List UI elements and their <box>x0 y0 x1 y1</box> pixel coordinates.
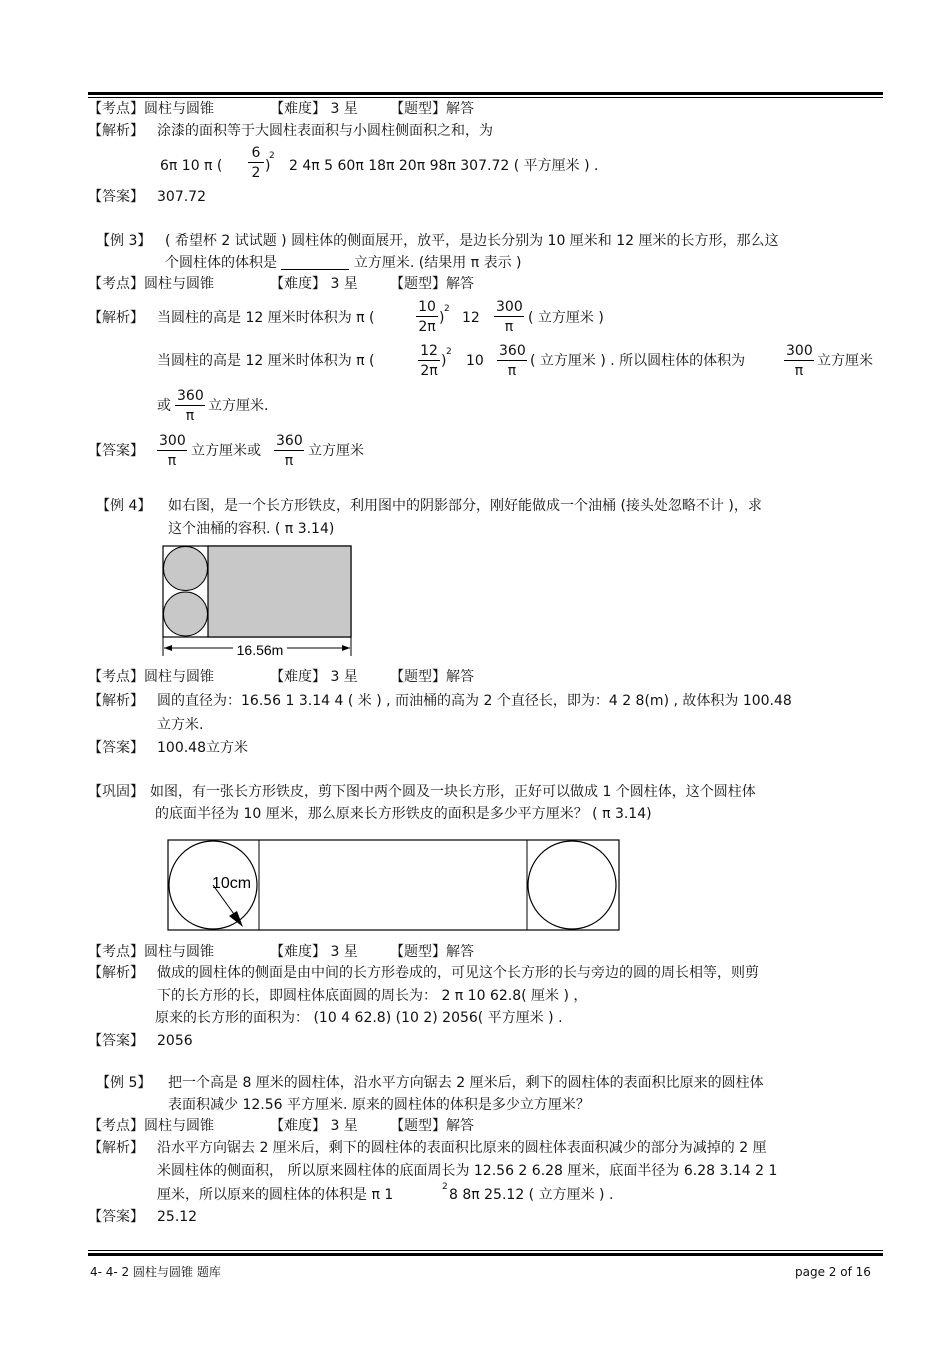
answer-value: 立方厘米 <box>308 443 364 459</box>
meta-kaodian: 【考点】圆柱与圆锥 <box>88 1118 214 1134</box>
fraction-num: 10 <box>416 300 438 317</box>
meta-kaodian: 【考点】圆柱与圆锥 <box>88 101 214 117</box>
arrow-right-icon <box>342 645 350 651</box>
shaded-circle-top <box>164 547 208 591</box>
fraction-num: 300 <box>786 343 813 359</box>
fraction <box>274 434 304 468</box>
fraction-num: 360 <box>276 433 303 449</box>
fraction <box>175 389 205 423</box>
shaded-rect <box>208 546 351 637</box>
analysis-text: 8 8π 25.12 ( 立方厘米 ) . <box>449 1187 614 1203</box>
meta-difficulty: 【难度】 3 星 <box>270 944 358 960</box>
fraction-den: π <box>284 453 294 469</box>
analysis-text: 或 <box>157 398 171 414</box>
example-label: 【巩固】 <box>88 784 144 800</box>
analysis-text: 下的长方形的长，即圆柱体底面圆的周长为： 2 π 10 62.8( 厘米 ) ， <box>157 988 588 1004</box>
example-line <box>165 256 522 270</box>
example-label: 【例 3】 <box>96 233 152 249</box>
meta-kaodian: 【考点】圆柱与圆锥 <box>88 276 214 292</box>
analysis-text: 12 <box>462 310 480 326</box>
fraction <box>497 344 527 378</box>
example-line: ( 希望杯 2 试试题 ) 圆柱体的侧面展开，放平，是边长分别为 10 厘米和 12 厘米的长方形，那么这 <box>165 233 779 249</box>
paren-close: ) <box>265 158 271 174</box>
analysis-text: 立方厘米. <box>208 398 269 414</box>
fraction-den: π <box>185 408 195 424</box>
footer-rule-thin <box>88 1250 883 1251</box>
analysis-text: 厘米，所以原来的圆柱体的体积是 π 1 <box>157 1187 394 1203</box>
fraction <box>784 344 814 378</box>
fraction <box>416 300 438 334</box>
answer-value: 立方厘米或 <box>191 443 261 459</box>
analysis-text: 涂漆的面积等于大圆柱表面积与小圆柱侧面积之和，为 <box>157 123 493 139</box>
fraction-den: π <box>794 363 804 379</box>
page-number: page 2 of 16 <box>795 1265 871 1279</box>
answer-label: 【答案】 <box>88 740 144 756</box>
exponent: 2 <box>446 347 452 357</box>
answer-blank <box>281 257 349 270</box>
analysis-label: 【解析】 <box>88 1140 144 1156</box>
analysis-text: 立方厘米 <box>817 353 873 369</box>
ex4-figure <box>160 544 360 660</box>
meta-difficulty: 【难度】 3 星 <box>270 276 358 292</box>
meta-type: 【题型】解答 <box>390 276 474 292</box>
analysis-text: 圆的直径为：16.56 1 3.14 4 ( 米 ) , 而油桶的高为 2 个直径长，即为：4 2 8(m) , 故体积为 100.48 <box>157 693 792 709</box>
analysis-label: 【解析】 <box>88 693 144 709</box>
meta-kaodian: 【考点】圆柱与圆锥 <box>88 669 214 685</box>
answer-value: 2056 <box>157 1033 193 1049</box>
footer-rule-thick <box>88 1253 883 1256</box>
paren-close: ) <box>439 310 445 326</box>
analysis-text: ( 立方厘米 ) . 所以圆柱体的体积为 <box>530 353 746 369</box>
fraction-den: π <box>167 453 177 469</box>
meta-type: 【题型】解答 <box>390 1118 474 1134</box>
analysis-text: ( 立方厘米 ) <box>528 310 604 326</box>
analysis-text: 米圆柱体的侧面积， 所以原来圆柱体的底面周长为 12.56 2 6.28 厘米，底面半径为 6.28 3.14 2 1 <box>157 1163 778 1179</box>
example-label: 【例 4】 <box>96 498 152 514</box>
fraction-den: 2 <box>251 165 261 181</box>
answer-label: 【答案】 <box>88 1033 144 1049</box>
radius-label: 10cm <box>212 875 252 892</box>
fraction-num: 6 <box>248 146 264 163</box>
exponent: 2 <box>442 1182 448 1192</box>
analysis-text: 当圆柱的高是 12 厘米时体积为 π ( <box>157 353 375 369</box>
meta-difficulty: 【难度】 3 星 <box>270 669 358 685</box>
fraction <box>157 434 187 468</box>
formula-pre: 6π 10 π ( <box>160 158 223 174</box>
meta-type: 【题型】解答 <box>390 101 474 117</box>
top-rule-thick <box>88 92 883 95</box>
fraction-den: π <box>504 319 514 335</box>
example-line: 这个油桶的容积. ( π 3.14) <box>168 521 335 537</box>
answer-value: 307.72 <box>157 189 206 205</box>
fraction <box>494 300 524 334</box>
analysis-text: 原来的长方形的面积为： (10 4 62.8) (10 2) 2056( 平方厘米 ) . <box>155 1010 563 1026</box>
example-line: 的底面半径为 10 厘米，那么原来长方形铁皮的面积是多少平方厘米？ ( π 3.14) <box>155 806 652 822</box>
example-line: 如右图，是一个长方形铁皮，利用图中的阴影部分，刚好能做成一个油桶 (接头处忽略不计 )，求 <box>168 498 762 514</box>
analysis-label: 【解析】 <box>88 965 144 981</box>
answer-label: 【答案】 <box>88 1209 144 1225</box>
shaded-circle-bottom <box>164 592 208 636</box>
analysis-text: 当圆柱的高是 12 厘米时体积为 π ( <box>157 310 375 326</box>
example-line: 表面积减少 12.56 平方厘米. 原来的圆柱体的体积是多少立方厘米？ <box>168 1097 590 1113</box>
example-text: 个圆柱体的体积是 <box>165 255 277 271</box>
fraction-num: 300 <box>496 299 523 315</box>
fraction <box>248 146 264 180</box>
example-label: 【例 5】 <box>96 1075 152 1091</box>
footer-title: 4- 4- 2 圆柱与圆锥 题库 <box>90 1265 221 1279</box>
top-rule-thin <box>88 97 883 98</box>
formula-post: 2 4π 5 60π 18π 20π 98π 307.72 ( 平方厘米 ) . <box>289 158 599 174</box>
example-line: 把一个高是 8 厘米的圆柱体，沿水平方向锯去 2 厘米后，剩下的圆柱体的表面积比原来的圆柱体 <box>168 1075 764 1091</box>
fraction-num: 360 <box>177 388 204 404</box>
analysis-text: 立方米. <box>157 717 204 733</box>
meta-kaodian: 【考点】圆柱与圆锥 <box>88 944 214 960</box>
fraction-den: 2π <box>420 363 438 379</box>
answer-value: 25.12 <box>157 1209 198 1225</box>
analysis-label: 【解析】 <box>88 123 144 139</box>
exponent: 2 <box>444 304 450 314</box>
fraction <box>418 344 440 378</box>
analysis-text: 做成的圆柱体的侧面是由中间的长方形卷成的，可见这个长方形的长与旁边的圆的周长相等，则剪 <box>157 965 759 981</box>
fraction-den: π <box>507 363 517 379</box>
meta-difficulty: 【难度】 3 星 <box>270 1118 358 1134</box>
fraction-num: 300 <box>159 433 186 449</box>
answer-label: 【答案】 <box>88 443 144 459</box>
gg-figure <box>164 836 624 934</box>
answer-label: 【答案】 <box>88 189 144 205</box>
example-line: 如图，有一张长方形铁皮，剪下图中两个圆及一块长方形，正好可以做成 1 个圆柱体，这个圆柱体 <box>150 784 756 800</box>
meta-type: 【题型】解答 <box>390 944 474 960</box>
fraction-num: 360 <box>499 343 526 359</box>
dimension-label: 16.56m <box>236 642 284 658</box>
fraction-den: 2π <box>418 319 436 335</box>
answer-value: 100.48立方米 <box>157 740 248 756</box>
analysis-text: 沿水平方向锯去 2 厘米后，剩下的圆柱体的表面积比原来的圆柱体表面积减少的部分为减掉的 2 厘 <box>157 1140 767 1156</box>
analysis-text: 10 <box>466 353 484 369</box>
meta-type: 【题型】解答 <box>390 669 474 685</box>
meta-difficulty: 【难度】 3 星 <box>270 101 358 117</box>
circle-right <box>528 841 616 929</box>
example-text: 立方厘米. (结果用 π 表示 ) <box>353 255 522 271</box>
analysis-label: 【解析】 <box>88 310 144 326</box>
fraction-num: 12 <box>418 344 440 361</box>
paren-close: ) <box>441 353 447 369</box>
exponent: 2 <box>269 151 275 161</box>
arrow-left-icon <box>164 645 172 651</box>
